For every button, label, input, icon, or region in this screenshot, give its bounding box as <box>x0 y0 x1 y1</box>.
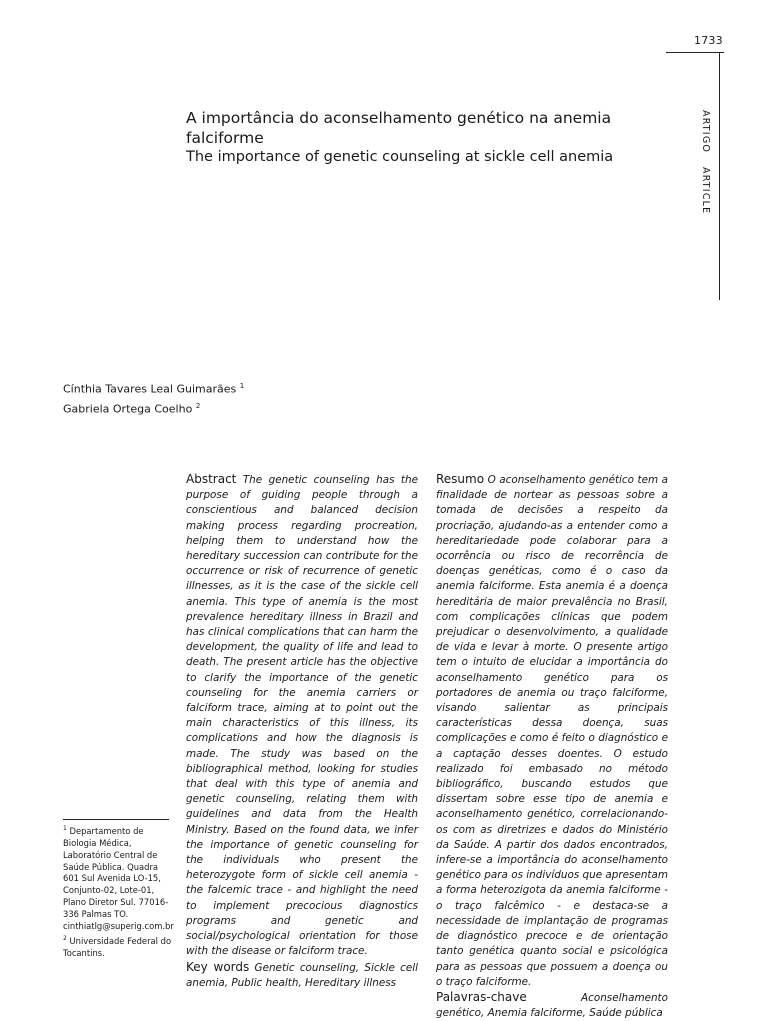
author-2: Gabriela Ortega Coelho $^2$ <box>63 401 201 416</box>
footnote-rule <box>63 819 169 820</box>
author-list <box>63 378 244 417</box>
title-english: The importance of genetic counseling at sickle cell anemia <box>186 149 614 165</box>
footnote-2: $^2$ Universidade Federal do Tocantins. <box>63 934 172 958</box>
abstract-portuguese <box>436 472 668 1021</box>
footnote-1: $^1$ Departamento de Biologia Médica, Laboratório Central de Saúde Pública. Quadra 601 Sul Avenida LO-15, Conjunto-02, Lote-01, Plano Diretor Sul. 77016-336 Palmas TO. cinthiatlg@superig.com.br <box>63 825 174 932</box>
footnotes <box>63 823 175 960</box>
author-1: Cínthia Tavares Leal Guimarães $^1$ <box>63 382 245 396</box>
resumo-label: Resumo <box>436 472 485 486</box>
resumo-text: O aconselhamento genético tem a finalidade de nortear as pessoas sobre a tomada de decisões a respeito da procriação, ajudando-as a entender como a hereditariedade pode colaborar para a ocorrência ou risco de recorrência de doenças genéticas, como é o caso da anemia falciforme. Esta anemia é a doença hereditária de maior prevalência no Brasil, com complicações clínicas que podem prejudicar o desenvolvimento, a qualidade de vida e levar à morte. O presente artigo tem o intuito de elucidar a importância do aconselhamento genético para os portadores de anemia ou traço falciforme, visando salientar as principais características dessa doença, suas complicações e como é feito o diagnóstico e a captação desses doentes. O estudo realizado foi embasado no método bibliográfico, buscando estudos que dissertam sobre esse tipo de anemia e aconselhamento genético, correlacionando-os com as diretrizes e dados do Ministério da Saúde. A partir dos dados encontrados, infere-se a importância do aconselhamento genético para os indivíduos que apresentam a forma heterozigota da anemia falciforme - o traço falcêmico - e destaca-se a necessidade de implantação de programas de diagnóstico precoce e de orientação tanto genética quanto social e psicológica para as pessoas que possuem a doença ou o traço falciforme. <box>436 474 668 988</box>
abstract-text: The genetic counseling has the purpose of guiding people through a conscientious and balanced decision making process regarding procreation, helping them to understand how the hereditary succession can contribute for the occurrence or risk of recurrence of genetic illnesses, as it is the case of the sickle cell anemia. This type of anemia is the most prevalence hereditary illness in Brazil and has clinical complications that can harm the development, the quality of life and lead to death. The present article has the objective to clarify the importance of the genetic counseling for the anemia carriers or falciform trace, aiming at to point out the main characteristics of this illness, its complications and how the diagnosis is made. The study was based on the bibliographical method, looking for studies that deal with this type of anemia and genetic counseling, relating them with guidelines and data from the Health Ministry. Based on the found data, we infer the importance of genetic counseling for the individuals who present the heterozygote form of sickle cell anemia - the falcemic trace - and highlight the need to implement precocious diagnostics programs and genetic and social/psychological orientation for those with the disease or falciform trace. <box>186 474 418 958</box>
section-label-en: ARTICLE <box>700 167 711 215</box>
keywords-label: Key words <box>186 959 250 974</box>
section-label-pt: ARTIGO <box>700 110 711 154</box>
section-label <box>700 110 711 225</box>
title-portuguese: A importância do aconselhamento genético na anemia falciforme <box>186 109 612 147</box>
abstract-english <box>186 472 418 991</box>
page-number: 1733 <box>694 34 723 47</box>
abstract-label: Abstract <box>186 472 237 486</box>
palavras-chave-label: Palavras-chave <box>436 989 527 1004</box>
header-rule <box>666 52 724 53</box>
keywords-text: Genetic counseling, Sickle cell anemia, Public health, Hereditary illness <box>186 961 418 989</box>
palavras-chave-text: Aconselhamento genético, Anemia falciforme, Saúde pública <box>436 991 668 1020</box>
side-rule <box>719 52 720 300</box>
